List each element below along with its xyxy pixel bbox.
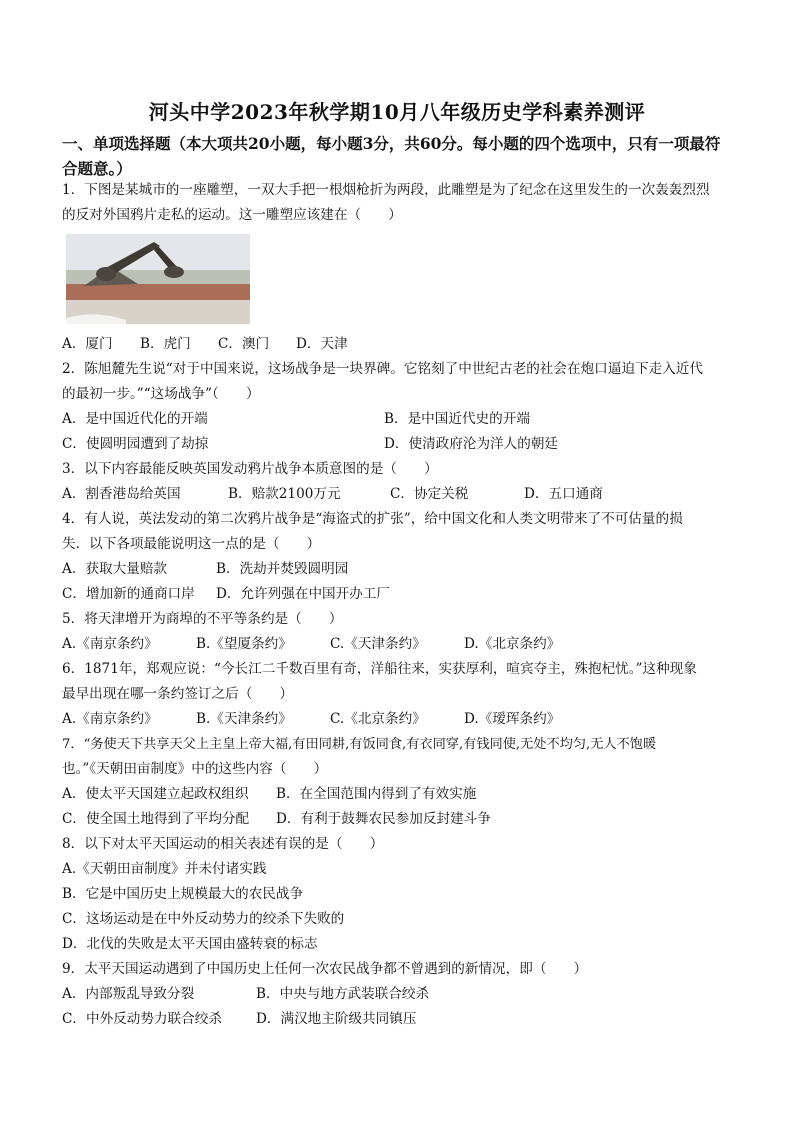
q9-option-d[interactable]: D．满汉地主阶级共同镇压 bbox=[256, 1011, 417, 1027]
q5-option-b[interactable]: B.《望厦条约》 bbox=[196, 636, 292, 652]
question-2-stem: 2．陈旭麓先生说“对于中国来说，这场战争是一块界碑。它铭刻了中世纪古老的社会在炮口逼迫下走入近代 bbox=[62, 361, 703, 377]
section-heading: 一、单项选择题（本大项共20小题，每小题3分，共60分。每小题的四个选项中，只有一项最符合题意。） bbox=[62, 134, 721, 178]
q8-option-b[interactable]: B．它是中国历史上规模最大的农民战争 bbox=[62, 886, 304, 902]
q6-option-a[interactable]: A.《南京条约》 bbox=[62, 711, 158, 727]
sculpture-photo bbox=[66, 234, 250, 324]
q7-option-b[interactable]: B．在全国范围内得到了有效实施 bbox=[276, 786, 477, 802]
q3-option-d[interactable]: D．五口通商 bbox=[524, 486, 603, 502]
q4-option-c[interactable]: C．增加新的通商口岸 bbox=[62, 586, 195, 602]
question-8-stem: 8．以下对太平天国运动的相关表述有误的是（ ） bbox=[62, 836, 384, 852]
q8-option-c[interactable]: C．这场运动是在中外反动势力的绞杀下失败的 bbox=[62, 911, 345, 927]
questions-area bbox=[62, 178, 734, 1032]
q1-option-a[interactable]: A．厦门 bbox=[62, 336, 113, 352]
q9-option-a[interactable]: A．内部叛乱导致分裂 bbox=[62, 986, 195, 1002]
q6-option-b[interactable]: B.《天津条约》 bbox=[196, 711, 292, 727]
q2-option-d[interactable]: D．使清政府沦为洋人的朝廷 bbox=[384, 436, 559, 452]
q2-option-c[interactable]: C．使圆明园遭到了劫掠 bbox=[62, 436, 209, 452]
question-2-stem-cont: 的最初一步。”“这场战争”（ ） bbox=[62, 386, 260, 402]
question-4-stem: 4．有人说，英法发动的第二次鸦片战争是“海盗式的扩张”，给中国文化和人类文明带来了不可估量的损 bbox=[62, 511, 683, 527]
question-3-options bbox=[62, 482, 734, 507]
question-4-options-row2 bbox=[62, 582, 734, 607]
q9-option-c[interactable]: C．中外反动势力联合绞杀 bbox=[62, 1011, 222, 1027]
q9-option-b[interactable]: B．中央与地方武装联合绞杀 bbox=[256, 986, 430, 1002]
question-7-stem-cont: 也。”《天朝田亩制度》中的这些内容（ ） bbox=[62, 761, 328, 777]
question-4-stem-cont: 失．以下各项最能说明这一点的是（ ） bbox=[62, 536, 321, 552]
question-1-stem: 1．下图是某城市的一座雕塑，一双大手把一根烟枪折为两段，此雕塑是为了纪念在这里发生的一次轰轰烈烈 bbox=[62, 182, 710, 198]
question-6-stem-cont: 最早出现在哪一条约签订之后（ ） bbox=[62, 686, 294, 702]
q6-option-c[interactable]: C.《北京条约》 bbox=[330, 711, 426, 727]
q5-option-d[interactable]: D.《北京条约》 bbox=[464, 636, 561, 652]
q7-option-a[interactable]: A．使太平天国建立起政权组织 bbox=[62, 786, 249, 802]
q4-option-b[interactable]: B．洗劫并焚毁圆明园 bbox=[216, 561, 349, 577]
q2-option-a[interactable]: A．是中国近代化的开端 bbox=[62, 411, 208, 427]
q3-option-b[interactable]: B．赔款2100万元 bbox=[228, 486, 341, 502]
question-6-stem: 6．1871年，郑观应说：“今长江二千数百里有奇，洋船往来，实获厚利，喧宾夺主，殊抱杞忧。”这种现象 bbox=[62, 661, 697, 677]
q4-option-d[interactable]: D．允许列强在中国开办工厂 bbox=[216, 586, 391, 602]
question-9-options-row1 bbox=[62, 982, 734, 1007]
q7-option-c[interactable]: C．使全国土地得到了平均分配 bbox=[62, 811, 250, 827]
q1-option-b[interactable]: B．虎门 bbox=[140, 336, 191, 352]
exam-title: 河头中学2023年秋学期10月八年级历史学科素养测评 bbox=[148, 100, 646, 124]
question-7-options-row1 bbox=[62, 782, 734, 807]
question-5-stem: 5．将天津增开为商埠的不平等条约是（ ） bbox=[62, 611, 343, 627]
q8-option-d[interactable]: D．北伐的失败是太平天国由盛转衰的标志 bbox=[62, 936, 318, 952]
q4-option-a[interactable]: A．获取大量赔款 bbox=[62, 561, 167, 577]
question-1-options bbox=[62, 332, 734, 357]
q1-option-c[interactable]: C．澳门 bbox=[218, 336, 270, 352]
question-6-options bbox=[62, 707, 734, 732]
broken-opium-pipe-sculpture-image bbox=[66, 234, 250, 324]
question-2-options-row2 bbox=[62, 432, 734, 457]
question-4-options-row1 bbox=[62, 557, 734, 582]
question-9-stem: 9．太平天国运动遇到了中国历史上任何一次农民战争都不曾遇到的新情况，即（ ） bbox=[62, 961, 588, 977]
q5-option-a[interactable]: A.《南京条约》 bbox=[62, 636, 158, 652]
question-3-stem: 3．以下内容最能反映英国发动鸦片战争本质意图的是（ ） bbox=[62, 461, 438, 477]
q3-option-a[interactable]: A．割香港岛给英国 bbox=[62, 486, 181, 502]
q5-option-c[interactable]: C.《天津条约》 bbox=[330, 636, 426, 652]
q6-option-d[interactable]: D.《瑷珲条约》 bbox=[464, 711, 561, 727]
question-2-options-row1 bbox=[62, 407, 734, 432]
question-5-options bbox=[62, 632, 734, 657]
q8-option-a[interactable]: A.《天朝田亩制度》并未付诸实践 bbox=[62, 861, 267, 877]
question-7-stem: 7．“务使天下共享天父上主皇上帝大福,有田同耕,有饭同食,有衣同穿,有钱同使,无处不均匀,无人不饱暖 bbox=[62, 737, 657, 752]
q3-option-c[interactable]: C．协定关税 bbox=[390, 486, 469, 502]
question-7-options-row2 bbox=[62, 807, 734, 832]
q1-option-d[interactable]: D．天津 bbox=[296, 336, 348, 352]
q2-option-b[interactable]: B．是中国近代史的开端 bbox=[384, 411, 530, 427]
question-1-stem-cont: 的反对外国鸦片走私的运动。这一雕塑应该建在（ ） bbox=[62, 207, 402, 223]
question-9-options-row2 bbox=[62, 1007, 734, 1032]
q7-option-d[interactable]: D．有利于鼓舞农民参加反封建斗争 bbox=[276, 811, 491, 827]
